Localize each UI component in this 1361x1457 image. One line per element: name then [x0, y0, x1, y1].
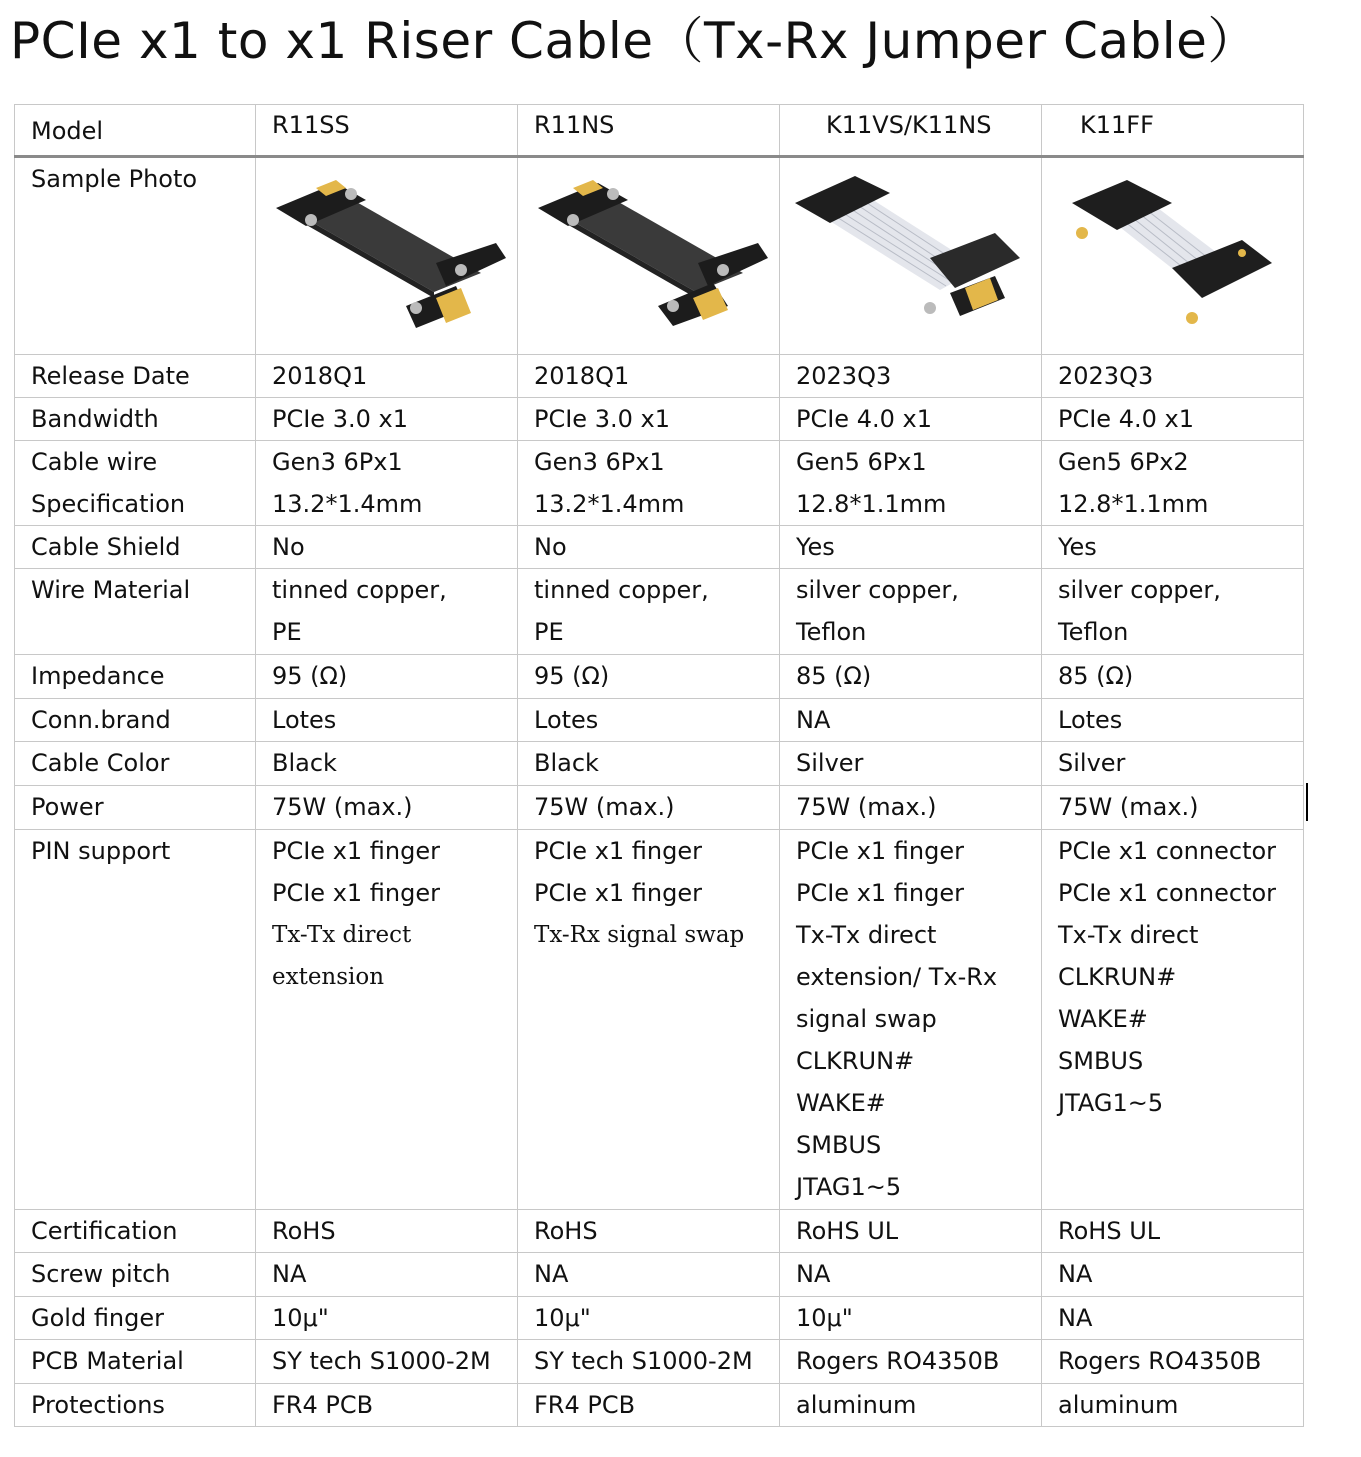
model-name: R11NS: [518, 105, 780, 157]
cell-line: 75W (max.): [796, 793, 937, 821]
table-cell: [518, 441, 780, 526]
table-cell: [780, 655, 1042, 699]
cell-line: SMBUS: [1058, 1047, 1144, 1075]
cell-line: PE: [272, 618, 302, 646]
cell-line: Silver: [1058, 749, 1126, 777]
cell-line: FR4 PCB: [272, 1391, 374, 1419]
cell-line: Rogers RO4350B: [1058, 1347, 1262, 1375]
table-cell: [1042, 569, 1304, 655]
table-cell: [1042, 1297, 1304, 1340]
black-ribbon-riser-icon: [256, 158, 518, 354]
row-label: Sample Photo: [15, 157, 256, 355]
table-cell: [780, 441, 1042, 526]
table-cell: [256, 355, 518, 398]
table-cell: [1042, 655, 1304, 699]
cell-line: silver copper,: [796, 576, 959, 604]
table-row: [15, 441, 1304, 526]
cell-line: 2018Q1: [534, 362, 630, 390]
cell-line: Tx-Rx signal swap: [534, 922, 745, 948]
cell-line: Yes: [796, 533, 835, 561]
sample-photo: [780, 157, 1042, 355]
cell-line: PCIe x1 connector: [1058, 837, 1277, 865]
cell-line: Gen5 6Px2: [1058, 448, 1189, 476]
table-cell: [780, 742, 1042, 786]
row-label-line: Cable wire: [31, 448, 158, 476]
table-row: [15, 1297, 1304, 1340]
table-cell: [256, 742, 518, 786]
table-row: [15, 569, 1304, 655]
table-row: [15, 1253, 1304, 1297]
cell-line: 10μ": [796, 1304, 853, 1332]
sample-photo: [1042, 157, 1304, 355]
cell-line: NA: [1058, 1260, 1093, 1288]
cell-line: PCIe x1 finger: [796, 837, 964, 865]
table-cell: [256, 1340, 518, 1384]
cell-line: 75W (max.): [534, 793, 675, 821]
table-cell: [518, 830, 780, 1210]
table-cell: [518, 1384, 780, 1427]
cell-line: JTAG1~5: [796, 1173, 902, 1201]
table-cell: [1042, 355, 1304, 398]
table-row: [15, 1210, 1304, 1253]
table-row: [15, 699, 1304, 742]
table-cell: [256, 830, 518, 1210]
page-title: PCIe x1 to x1 Riser Cable（Tx-Rx Jumper Cable）: [10, 12, 1258, 70]
cell-line: Teflon: [796, 618, 867, 646]
cell-line: PCIe x1 finger: [796, 879, 964, 907]
row-label-line: Specification: [31, 490, 186, 518]
cell-line: 10μ": [272, 1304, 329, 1332]
table-cell: [780, 569, 1042, 655]
table-cell: [780, 1253, 1042, 1297]
table-cell: [1042, 1340, 1304, 1384]
cell-line: RoHS UL: [1058, 1217, 1161, 1245]
table-cell: [1042, 1384, 1304, 1427]
cell-line: WAKE#: [1058, 1005, 1148, 1033]
table-cell: [518, 1210, 780, 1253]
cell-line: Silver: [796, 749, 864, 777]
cell-line: 13.2*1.4mm: [272, 490, 423, 518]
photo-row: [15, 157, 1304, 355]
table-cell: [780, 830, 1042, 1210]
cell-line: PE: [534, 618, 564, 646]
cell-line: signal swap: [796, 1005, 937, 1033]
cell-line: Tx-Tx direct: [1058, 921, 1199, 949]
table-cell: [1042, 398, 1304, 441]
table-cell: [780, 398, 1042, 441]
table-cell: [256, 1210, 518, 1253]
cell-line: PCIe x1 finger: [534, 837, 702, 865]
row-label: Wire Material: [15, 569, 256, 655]
table-cell: [256, 1384, 518, 1427]
table-cell: [1042, 526, 1304, 569]
cell-line: tinned copper,: [534, 576, 709, 604]
cell-line: extension: [272, 964, 385, 990]
table-cell: [1042, 441, 1304, 526]
cell-line: PCIe x1 finger: [272, 879, 440, 907]
cell-line: Teflon: [1058, 618, 1129, 646]
row-label: [15, 441, 256, 526]
cell-line: Tx-Tx direct: [272, 922, 412, 948]
table-cell: [256, 699, 518, 742]
cell-line: JTAG1~5: [1058, 1089, 1164, 1117]
cell-line: RoHS: [534, 1217, 598, 1245]
cell-line: 95 (Ω): [534, 662, 610, 690]
cell-line: WAKE#: [796, 1089, 886, 1117]
row-label: Model: [15, 105, 256, 157]
table-cell: [780, 786, 1042, 830]
cell-line: Gen3 6Px1: [272, 448, 403, 476]
cell-line: NA: [796, 706, 831, 734]
cell-line: NA: [796, 1260, 831, 1288]
table-row: [15, 786, 1304, 830]
cell-line: SY tech S1000-2M: [272, 1347, 491, 1375]
cell-line: PCIe 4.0 x1: [1058, 405, 1194, 433]
cell-line: aluminum: [1058, 1391, 1179, 1419]
black-ribbon-riser-icon: [518, 158, 780, 354]
spec-table: [14, 104, 1304, 1427]
cell-line: Lotes: [1058, 706, 1123, 734]
cell-line: 10μ": [534, 1304, 591, 1332]
row-label: Cable Shield: [15, 526, 256, 569]
cell-line: SMBUS: [796, 1131, 882, 1159]
table-cell: [256, 1297, 518, 1340]
row-label: Gold finger: [15, 1297, 256, 1340]
table-cell: [256, 1253, 518, 1297]
row-label: PIN support: [15, 830, 256, 1210]
table-cell: [518, 1297, 780, 1340]
table-row: [15, 355, 1304, 398]
sample-photo: [256, 157, 518, 355]
table-row: [15, 830, 1304, 1210]
cell-line: PCIe 3.0 x1: [272, 405, 408, 433]
cell-line: PCIe 3.0 x1: [534, 405, 670, 433]
table-cell: [518, 398, 780, 441]
cell-line: 85 (Ω): [796, 662, 872, 690]
cell-line: No: [272, 533, 305, 561]
row-label: Protections: [15, 1384, 256, 1427]
table-row: [15, 398, 1304, 441]
table-cell: [780, 1340, 1042, 1384]
cell-line: Yes: [1058, 533, 1097, 561]
cell-line: 13.2*1.4mm: [534, 490, 685, 518]
row-label: PCB Material: [15, 1340, 256, 1384]
cell-line: aluminum: [796, 1391, 917, 1419]
sample-photo: [518, 157, 780, 355]
cell-line: PCIe 4.0 x1: [796, 405, 932, 433]
cell-line: Black: [534, 749, 599, 777]
cell-line: NA: [272, 1260, 307, 1288]
cell-line: FR4 PCB: [534, 1391, 636, 1419]
cell-line: PCIe x1 finger: [272, 837, 440, 865]
table-cell: [1042, 1210, 1304, 1253]
cell-line: Tx-Tx direct: [796, 921, 937, 949]
silver-ribbon-connector-riser-icon: [1042, 158, 1304, 354]
row-label: Release Date: [15, 355, 256, 398]
table-row: [15, 1384, 1304, 1427]
table-cell: [780, 1297, 1042, 1340]
table-cell: [256, 569, 518, 655]
cell-line: Black: [272, 749, 337, 777]
model-name: R11SS: [256, 105, 518, 157]
cell-line: PCIe x1 connector: [1058, 879, 1277, 907]
table-cell: [518, 355, 780, 398]
cell-line: 75W (max.): [1058, 793, 1199, 821]
table-row: [15, 1340, 1304, 1384]
table-cell: [256, 526, 518, 569]
cell-line: tinned copper,: [272, 576, 447, 604]
cell-line: 2023Q3: [1058, 362, 1154, 390]
silver-ribbon-riser-icon: [780, 158, 1042, 354]
model-name: K11VS/K11NS: [780, 105, 1042, 157]
cell-line: extension/ Tx-Rx: [796, 963, 998, 991]
table-cell: [256, 398, 518, 441]
table-cell: [780, 355, 1042, 398]
table-row: [15, 742, 1304, 786]
cell-line: NA: [1058, 1304, 1093, 1332]
table-cell: [518, 786, 780, 830]
table-cell: [256, 441, 518, 526]
cell-line: Lotes: [272, 706, 337, 734]
table-cell: [256, 786, 518, 830]
table-cell: [1042, 742, 1304, 786]
table-cell: [518, 699, 780, 742]
cell-line: 2023Q3: [796, 362, 892, 390]
table-row: [15, 526, 1304, 569]
table-cell: [780, 1210, 1042, 1253]
cell-line: 85 (Ω): [1058, 662, 1134, 690]
table-cell: [780, 699, 1042, 742]
table-cell: [1042, 830, 1304, 1210]
table-cell: [1042, 699, 1304, 742]
cell-line: 2018Q1: [272, 362, 368, 390]
cell-line: silver copper,: [1058, 576, 1221, 604]
cell-line: RoHS: [272, 1217, 336, 1245]
cell-line: RoHS UL: [796, 1217, 899, 1245]
cell-line: 95 (Ω): [272, 662, 348, 690]
table-cell: [518, 1340, 780, 1384]
cell-line: NA: [534, 1260, 569, 1288]
table-cell: [518, 526, 780, 569]
table-row: [15, 655, 1304, 699]
cell-line: Gen3 6Px1: [534, 448, 665, 476]
row-label: Screw pitch: [15, 1253, 256, 1297]
cell-line: CLKRUN#: [1058, 963, 1177, 991]
cell-line: SY tech S1000-2M: [534, 1347, 753, 1375]
row-label: Bandwidth: [15, 398, 256, 441]
table-cell: [1042, 1253, 1304, 1297]
table-cell: [518, 569, 780, 655]
table-cell: [256, 655, 518, 699]
table-cell: [518, 742, 780, 786]
cell-line: No: [534, 533, 567, 561]
cell-line: 12.8*1.1mm: [1058, 490, 1209, 518]
cell-line: Gen5 6Px1: [796, 448, 927, 476]
row-label: Power: [15, 786, 256, 830]
row-label: Certification: [15, 1210, 256, 1253]
model-name: K11FF: [1042, 105, 1304, 157]
cell-line: 12.8*1.1mm: [796, 490, 947, 518]
row-label: Conn.brand: [15, 699, 256, 742]
cell-line: Rogers RO4350B: [796, 1347, 1000, 1375]
row-label: Impedance: [15, 655, 256, 699]
cell-line: 75W (max.): [272, 793, 413, 821]
cell-line: PCIe x1 finger: [534, 879, 702, 907]
row-label: Cable Color: [15, 742, 256, 786]
table-cell: [1042, 786, 1304, 830]
table-cell: [518, 655, 780, 699]
text-cursor: [1306, 783, 1308, 821]
table-cell: [518, 1253, 780, 1297]
header-row: [15, 105, 1304, 157]
table-cell: [780, 1384, 1042, 1427]
cell-line: CLKRUN#: [796, 1047, 915, 1075]
cell-line: Lotes: [534, 706, 599, 734]
table-cell: [780, 526, 1042, 569]
